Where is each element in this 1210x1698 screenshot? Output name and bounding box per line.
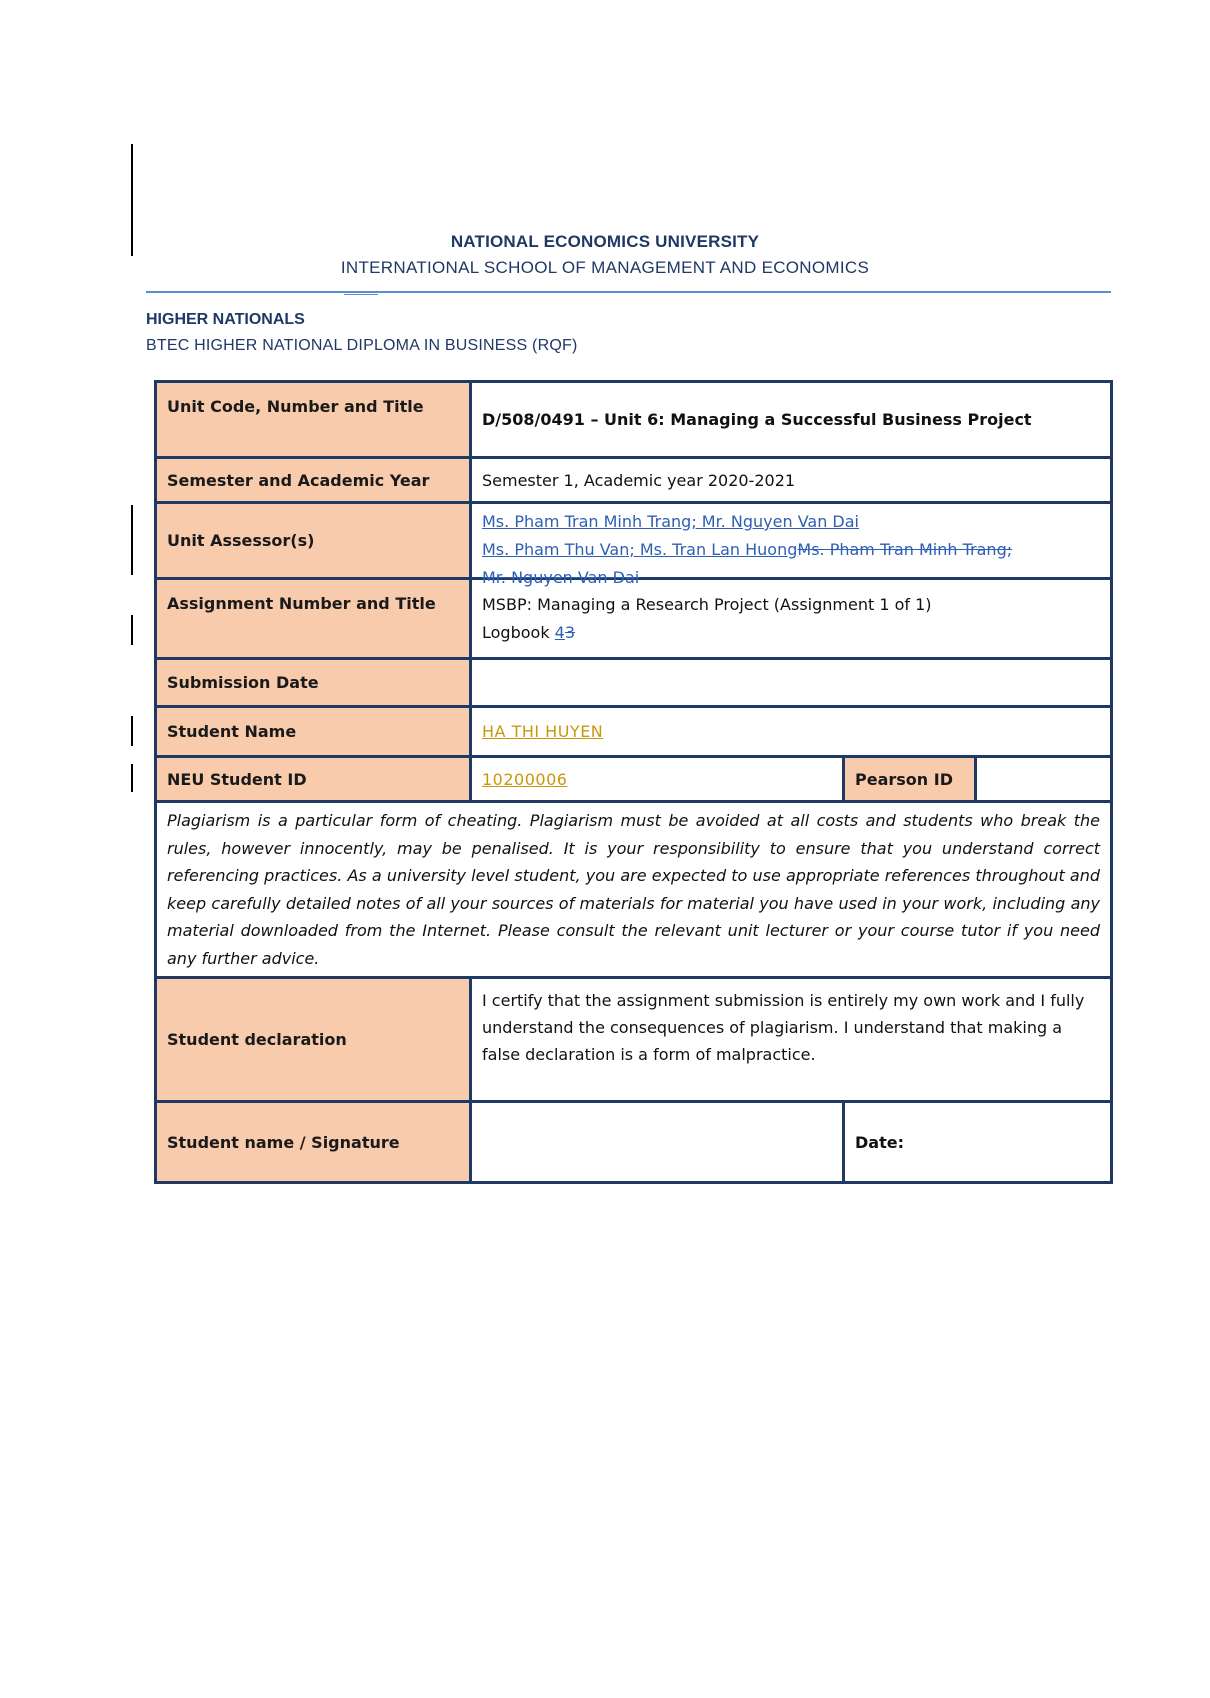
plagiarism-note: Plagiarism is a particular form of cheating. Plagiarism must be avoided at all costs and students who break the rules, however innocently, may be penalised. It is your responsibility to ensure that you understand correct referencing practices. As a university level student, you are expected to use appropriate references throughout and keep carefully detailed notes of all your sources of materials for material you have used in your work, including any material downloaded from the Internet. Please consult the relevant unit lecturer or your course tutor if you need any further advice. — [156, 802, 1112, 978]
student-name-field[interactable] — [471, 707, 1112, 757]
date-label: Date: — [855, 1132, 904, 1152]
submission-label: Submission Date — [156, 659, 471, 707]
program-subtitle: BTEC HIGHER NATIONAL DIPLOMA IN BUSINESS (RQF) — [146, 337, 578, 354]
row-declaration — [156, 978, 1112, 1102]
university-name: NATIONAL ECONOMICS UNIVERSITY — [450, 232, 760, 251]
student-id-value[interactable]: 10200006 — [482, 769, 568, 789]
change-bar — [131, 716, 133, 746]
row-submission — [156, 659, 1112, 707]
assignment-label: Assignment Number and Title — [156, 579, 471, 659]
logbook-number: 4 — [554, 622, 565, 642]
row-assessor — [156, 503, 1112, 579]
change-bar — [131, 505, 133, 575]
semester-value: Semester 1, Academic year 2020-2021 — [471, 458, 1112, 503]
change-bar — [131, 615, 133, 645]
school-name: INTERNATIONAL SCHOOL OF MANAGEMENT AND ECONOMICS — [340, 258, 870, 277]
student-name-label: Student Name — [156, 707, 471, 757]
assignment-title: MSBP: Managing a Research Project (Assignment 1 of 1) — [482, 594, 932, 614]
assessor-label: Unit Assessor(s) — [156, 503, 471, 579]
program-title: HIGHER NATIONALS — [146, 311, 305, 328]
pearson-id-field[interactable] — [976, 757, 1112, 802]
student-name-value[interactable]: HA THI HUYEN — [482, 722, 604, 741]
student-id-label: NEU Student ID — [156, 757, 471, 802]
row-student-id — [156, 757, 1112, 802]
student-id-field[interactable] — [471, 757, 844, 802]
semester-label: Semester and Academic Year — [156, 458, 471, 503]
assessor-deleted-text-2: Mr. Nguyen Van Dai — [482, 568, 640, 587]
header-divider-accent — [344, 294, 378, 295]
assessor-deleted-text: Ms. Pham Tran Minh Trang; — [797, 540, 1013, 559]
logbook-label: Logbook — [482, 622, 555, 642]
assignment-cover-form — [154, 380, 1113, 1184]
row-plagiarism-note — [156, 802, 1112, 978]
submission-date-field[interactable] — [471, 659, 1112, 707]
assessor-line-1[interactable]: Ms. Pham Tran Minh Trang; Mr. Nguyen Van Dai — [482, 512, 859, 531]
signature-label: Student name / Signature — [156, 1102, 471, 1183]
assignment-value — [471, 579, 1112, 659]
row-signature — [156, 1102, 1112, 1183]
unit-value: D/508/0491 – Unit 6: Managing a Successful Business Project — [471, 382, 1112, 458]
pearson-id-label: Pearson ID — [844, 757, 976, 802]
change-bar — [131, 764, 133, 792]
logbook-deleted-number: 3 — [564, 622, 576, 642]
assessor-line-2[interactable]: Ms. Pham Thu Van; Ms. Tran Lan Huong — [482, 540, 798, 559]
date-field[interactable] — [844, 1102, 1112, 1183]
row-unit — [156, 382, 1112, 458]
signature-field[interactable] — [471, 1102, 844, 1183]
row-assignment — [156, 579, 1112, 659]
assessor-value — [471, 503, 1112, 587]
header-divider — [146, 291, 1111, 293]
declaration-text: I certify that the assignment submission is entirely my own work and I fully understand the consequences of plagiarism. I understand that making a false declaration is a form of malpractice. — [471, 978, 1112, 1102]
row-student-name — [156, 707, 1112, 757]
unit-label: Unit Code, Number and Title — [156, 382, 471, 458]
row-semester — [156, 458, 1112, 503]
declaration-label: Student declaration — [156, 978, 471, 1102]
